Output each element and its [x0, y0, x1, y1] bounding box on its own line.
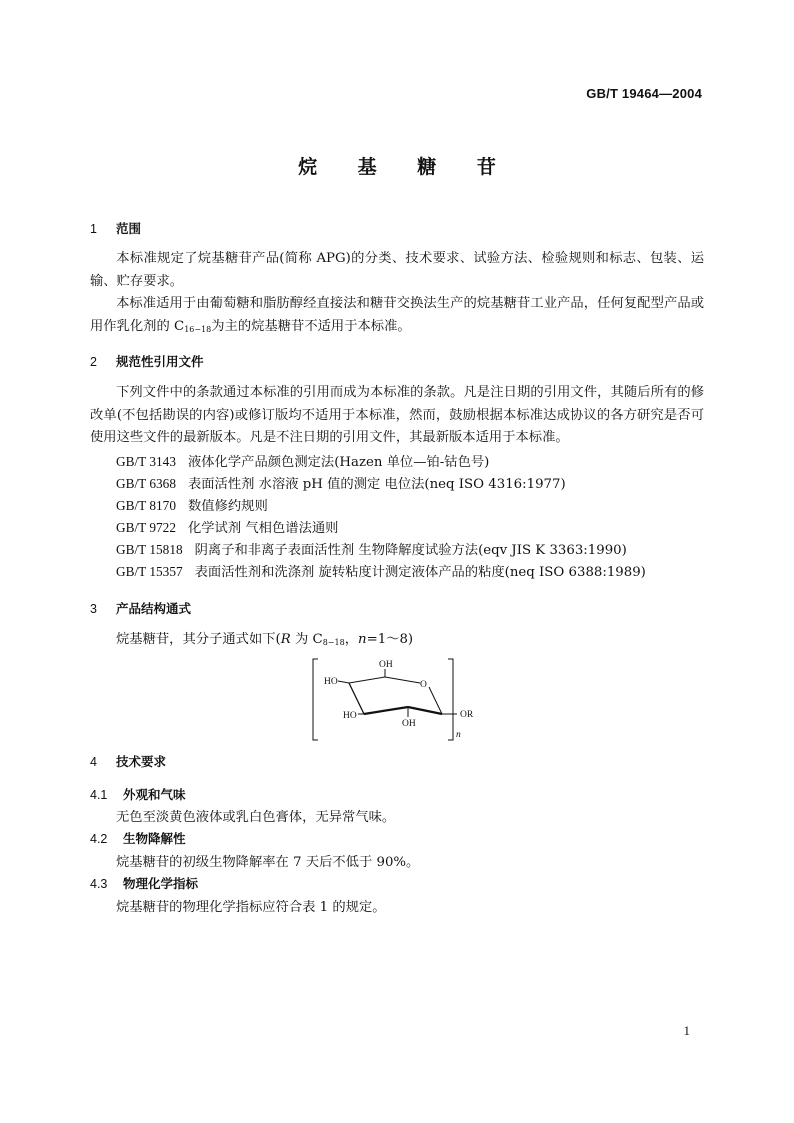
reference-item [116, 495, 268, 514]
section-3-title: 产品结构通式 [116, 601, 192, 616]
formula-intro-text-2: 为 C [290, 632, 323, 647]
reference-title: 液体化学产品颜色测定法(Hazen 单位—铂-钴色号) [187, 455, 490, 470]
reference-title: 表面活性剂 水溶液 pH 值的测定 电位法(neq ISO 4316:1977) [187, 477, 566, 492]
reference-code: GB/T 9722 [116, 520, 176, 535]
section-1-paragraph-1 [90, 248, 704, 293]
clause-title: 生物降解性 [123, 831, 186, 846]
reference-code: GB/T 15818 [116, 542, 183, 557]
clause-title: 物理化学指标 [123, 876, 199, 891]
ring-bond [408, 707, 442, 714]
ring-bond [349, 677, 385, 683]
ring-bond [385, 677, 420, 683]
reference-title: 表面活性剂和洗涤剂 旋转粘度计测定液体产品的粘度(neq ISO 6388:1989) [194, 565, 646, 580]
reference-item [116, 561, 646, 580]
clause-title: 外观和气味 [123, 787, 186, 802]
formula-var-n: n [357, 632, 367, 647]
ring-bond [349, 683, 364, 714]
section-2-intro-text: 下列文件中的条款通过本标准的引用而成为本标准的条款。凡是注日期的引用文件，其随后所有的修改单(不包括勘误的内容)或修订版均不适用于本标准，然而，鼓励根据本标准达成协议的各方研究是否可使用这些文件的最新版本。凡是不注日期的引用文件，其最新版本适用于本标准。 [90, 385, 704, 446]
section-3-heading [90, 599, 191, 617]
reference-item [116, 539, 627, 558]
reference-title: 化学试剂 气相色谱法通则 [187, 521, 339, 536]
clause-number: 4.1 [90, 788, 108, 802]
ho-bond [338, 681, 349, 683]
formula-intro [116, 628, 413, 647]
reference-title: 阴离子和非离子表面活性剂 生物降解度试验方法(eqv JIS K 3363:1990) [194, 543, 627, 558]
section-4-title: 技术要求 [116, 754, 167, 769]
section-2-number: 2 [90, 355, 97, 369]
reference-code: GB/T 3143 [116, 454, 176, 469]
reference-item [116, 473, 566, 492]
formula-intro-text: 烷基糖苷，其分子通式如下( [116, 632, 281, 647]
oh-top-label: OH [379, 660, 393, 670]
section-1-paragraph-1-text: 本标准规定了烷基糖苷产品(简称 APG)的分类、技术要求、试验方法、检验规则和标志、包装、运输、贮存要求。 [90, 251, 704, 289]
oh-bottom-label: OH [402, 719, 416, 729]
section-1-heading [90, 219, 141, 237]
section-4-number: 4 [90, 755, 97, 769]
section-1-paragraph-2-tail: 为主的烷基糖苷不适用于本标准。 [211, 318, 411, 334]
repeat-subscript-n: n [456, 730, 461, 740]
reference-code: GB/T 6368 [116, 476, 176, 491]
formula-var-r: R [280, 632, 291, 647]
ring-oxygen-label: O [420, 680, 427, 690]
left-bracket [313, 659, 318, 740]
clause-number: 4.2 [90, 832, 108, 846]
section-4-heading [90, 752, 166, 770]
ho-bottom-label: HO [343, 711, 357, 721]
section-2-title: 规范性引用文件 [116, 354, 204, 369]
clause-4-2-text: 烷基糖苷的初级生物降解率在 7 天后不低于 90%。 [116, 855, 420, 870]
clause-number: 4.3 [90, 877, 108, 891]
formula-intro-range: =1～8) [366, 632, 414, 647]
section-2-heading [90, 352, 204, 370]
ho-left-label: HO [324, 677, 338, 687]
carbon-range-subscript: 16−18 [184, 324, 212, 334]
ring-bond [364, 707, 408, 714]
section-3-number: 3 [90, 602, 97, 616]
section-1-title: 范围 [116, 221, 142, 236]
structural-formula [312, 657, 484, 742]
ring-bond [429, 687, 442, 714]
clause-4-1-text: 无色至淡黄色液体或乳白色膏体，无异常气味。 [116, 810, 396, 825]
reference-code: GB/T 15357 [116, 564, 183, 579]
clause-4-3-text: 烷基糖苷的物理化学指标应符合表 1 的规定。 [116, 900, 386, 915]
clause-4-2-heading [90, 829, 186, 847]
section-1-paragraph-2 [90, 293, 704, 341]
formula-intro-comma: ， [344, 632, 358, 647]
page-number: 1 [683, 1023, 690, 1038]
clause-4-3-heading [90, 874, 198, 892]
formula-intro-subscript: 8−18 [322, 638, 345, 647]
right-bracket [448, 659, 453, 740]
section-1-number: 1 [90, 222, 97, 236]
standard-number: GB/T 19464—2004 [586, 86, 702, 101]
clause-4-1-heading [90, 785, 186, 803]
reference-item [116, 517, 338, 536]
reference-item [116, 451, 489, 470]
or-label: OR [460, 710, 474, 720]
document-title: 烷 基 糖 苷 [298, 156, 513, 178]
reference-title: 数值修约规则 [187, 499, 268, 514]
section-2-intro [90, 382, 704, 450]
glucoside-structure-diagram [312, 657, 484, 742]
reference-code: GB/T 8170 [116, 498, 176, 513]
section-1-paragraph-2-text: 本标准适用于由葡萄糖和脂肪醇经直接法和糖苷交换法生产的烷基糖苷工业产品，任何复配型产品或用作乳化剂的 C [90, 296, 704, 334]
